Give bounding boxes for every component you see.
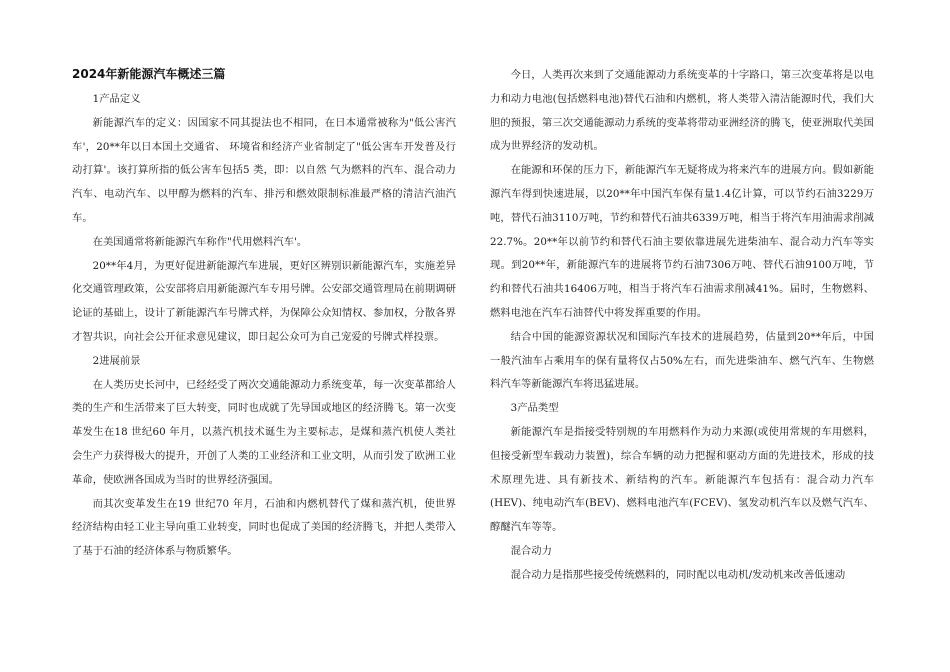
document-title: 2024年新能源汽车概述三篇	[72, 67, 226, 81]
paragraph: 20**年4月，为更好促进新能源汽车进展，更好区辨别识新能源汽车，实施差异化交通管理政策，公安部将启用新能源汽车专用号牌。公安部交通管理局在前期调研论证的基础上，设计了新能源汽车号牌式样，为保障公众知情权、参加权，分散各界才智共识，向社会公开征求意见建议，即日起公众可为自己宠爱的号牌式样投票。	[72, 259, 456, 343]
paragraph: 在美国通常将新能源汽车称作"代用燃料汽车'。	[92, 235, 308, 248]
section-heading: 3产品类型	[510, 402, 559, 415]
paragraph: 今日，人类再次来到了交通能源动力系统变革的十字路口，第三次变革将是以电力和动力电池(包括燃料电池)替代石油和内燃机，将人类带入清洁能源时代，我们大胆的预报，第三次交通能源动力系统的变革将带动亚洲经济的腾飞，使亚洲取代美国成为世界经济的发动机。	[490, 69, 874, 153]
paragraph: 新能源汽车是指接受特别规的车用燃料作为动力来源(或使用常规的车用燃料，但接受新型车载动力装置)，综合车辆的动力把握和驱动方面的先进技术，形成的技术原理先进、具有新技术、新结构的汽车。新能源汽车包括有：混合动力汽车(HEV)、纯电动汽车(BEV)、燃料电池汽车(FCEV)、氢发动机汽车以及燃气汽车、醇醚汽车等等。	[490, 425, 874, 534]
paragraph: 混合动力是指那些接受传统燃料的，同时配以电动机/发动机来改善低速动	[510, 568, 846, 581]
paragraph: 在能源和环保的压力下，新能源汽车无疑将成为将来汽车的进展方向。假如新能源汽车得到快速进展，以20**年中国汽车保有量1.4亿计算，可以节约石油3229万吨，替代石油3110万吨，节约和替代石油共6339万吨，相当于将汽车用油需求削减22.7%。20**年以前节约和替代石油主要依靠进展先进柴油车、混合动力汽车等实现。到20**年，新能源汽车的进展将节约石油7306万吨、替代石油9100万吨，节约和替代石油共16406万吨，相当于将汽车石油需求削减41%。届时，生物燃料、燃料电池在汽车石油替代中将发挥重要的作用。	[490, 164, 874, 319]
section-heading: 混合动力	[510, 544, 552, 557]
left-column	[72, 64, 456, 564]
paragraph: 而其次变革发生在19 世纪70 年月，石油和内燃机替代了煤和蒸汽机，使世界经济结构由轻工业主导向重工业转变，同时也促成了美国的经济腾飞，并把人类带入了基于石油的经济体系与物质繁华。	[72, 497, 456, 558]
paragraph: 新能源汽车的定义：因国家不同其提法也不相同，在日本通常被称为"低公害汽车'，20**年以日本国土交通省、 环境省和经济产业省制定了"低公害车开发普及行动打算'。该打算所指的低公害车包括5 类，即：以自然 气为燃料的汽车、混合动力汽车、电动汽车、以甲醇为燃料的汽车、排污和燃效限制标准最严格的清洁汽油汽车。	[72, 116, 456, 224]
paragraph: 结合中国的能源资源状况和国际汽车技术的进展趋势，估量到20**年后，中国一般汽油车占乘用车的保有量将仅占50%左右，而先进柴油车、燃气汽车、生物燃料汽车等新能源汽车将迅猛进展。	[490, 330, 874, 391]
section-heading: 2进展前景	[92, 354, 141, 367]
paragraph: 在人类历史长河中，已经经受了两次交通能源动力系统变革，每一次变革都给人类的生产和生活带来了巨大转变，同时也成就了先导国或地区的经济腾飞。第一次变革发生在18 世纪60 年月，以蒸汽机技术诞生为主要标志，是煤和蒸汽机使人类社会生产力获得极大的提升，开创了人类的工业经济和工业文明，从而引发了欧洲工业革命，使欧洲各国成为当时的世界经济强国。	[72, 378, 456, 486]
section-heading: 1产品定义	[92, 93, 141, 105]
right-column	[490, 64, 874, 588]
